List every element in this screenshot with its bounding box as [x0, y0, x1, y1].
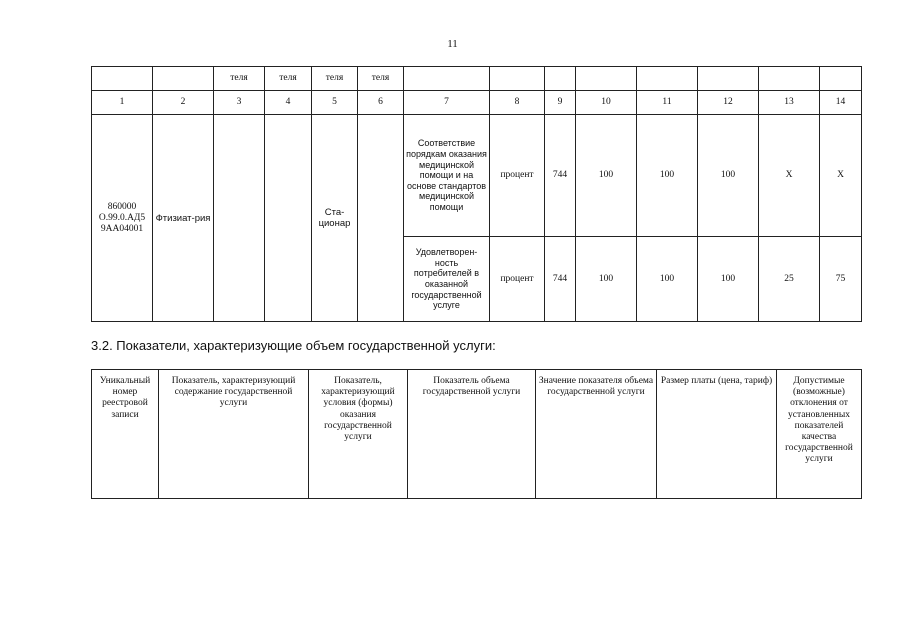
- value-cell: 100: [637, 115, 698, 237]
- quality-indicators-table: [91, 66, 862, 322]
- table-cell: [637, 67, 698, 91]
- table-cell: теля: [358, 67, 404, 91]
- column-number: 6: [358, 91, 404, 115]
- section-title: 3.2. Показатели, характеризующие объем государственной услуги:: [91, 338, 496, 353]
- table-cell: [576, 67, 637, 91]
- table-cell: теля: [214, 67, 265, 91]
- column-number: 8: [490, 91, 545, 115]
- value-cell: 100: [637, 237, 698, 322]
- deviation-cell: 25: [759, 237, 820, 322]
- table-cell: [545, 67, 576, 91]
- column-header: Показатель, характеризующий содержание государственной услуги: [159, 370, 309, 499]
- volume-indicators-table: [91, 369, 862, 499]
- value-cell: 100: [576, 237, 637, 322]
- unit-cell: процент: [490, 237, 545, 322]
- table-cell: теля: [265, 67, 312, 91]
- column-header: Допустимые (возможные) отклонения от установленных показателей качества государственной услуги: [777, 370, 862, 499]
- registry-number-cell: 860000 О.99.0.АД5 9АА04001: [92, 115, 153, 322]
- table-cell: [698, 67, 759, 91]
- page-number: 11: [447, 38, 458, 50]
- column-number: 7: [404, 91, 490, 115]
- unit-cell: процент: [490, 115, 545, 237]
- table-cell: [214, 115, 265, 322]
- column-number: 4: [265, 91, 312, 115]
- deviation-cell: 75: [820, 237, 862, 322]
- column-number: 11: [637, 91, 698, 115]
- column-header: Уникальный номер реестровой записи: [92, 370, 159, 499]
- column-number: 9: [545, 91, 576, 115]
- table-cell: [759, 67, 820, 91]
- unit-code-cell: 744: [545, 115, 576, 237]
- value-cell: 100: [698, 237, 759, 322]
- column-header: Размер платы (цена, тариф): [657, 370, 777, 499]
- value-cell: 100: [576, 115, 637, 237]
- deviation-cell: Х: [759, 115, 820, 237]
- table-cell: [265, 115, 312, 322]
- column-header: Показатель, характеризующий условия (формы) оказания государственной услуги: [309, 370, 408, 499]
- indicator-name-cell: Удовлетворен-ность потребителей в оказанной государственной услуге: [404, 237, 490, 322]
- table-cell: теля: [312, 67, 358, 91]
- column-number: 14: [820, 91, 862, 115]
- table-row: [92, 115, 862, 237]
- table-cell: [153, 67, 214, 91]
- column-number: 2: [153, 91, 214, 115]
- table-cell: [820, 67, 862, 91]
- column-number: 1: [92, 91, 153, 115]
- table-cell: [92, 67, 153, 91]
- column-number: 13: [759, 91, 820, 115]
- indicator-name-cell: Соответствие порядкам оказания медицинской помощи и на основе стандартов медицинской помощи: [404, 115, 490, 237]
- unit-code-cell: 744: [545, 237, 576, 322]
- table-header-row: [92, 370, 862, 499]
- column-number: 12: [698, 91, 759, 115]
- value-cell: 100: [698, 115, 759, 237]
- deviation-cell: Х: [820, 115, 862, 237]
- table-cell: [490, 67, 545, 91]
- column-number: 3: [214, 91, 265, 115]
- service-content-cell: Фтизиат-рия: [153, 115, 214, 322]
- column-header: Показатель объема государственной услуги: [408, 370, 536, 499]
- column-number-row: [92, 91, 862, 115]
- table-cell: [358, 115, 404, 322]
- table-cell: [404, 67, 490, 91]
- column-number: 5: [312, 91, 358, 115]
- table-header-row: [92, 67, 862, 91]
- service-condition-cell: Ста-ционар: [312, 115, 358, 322]
- column-header: Значение показателя объема государственной услуги: [536, 370, 657, 499]
- column-number: 10: [576, 91, 637, 115]
